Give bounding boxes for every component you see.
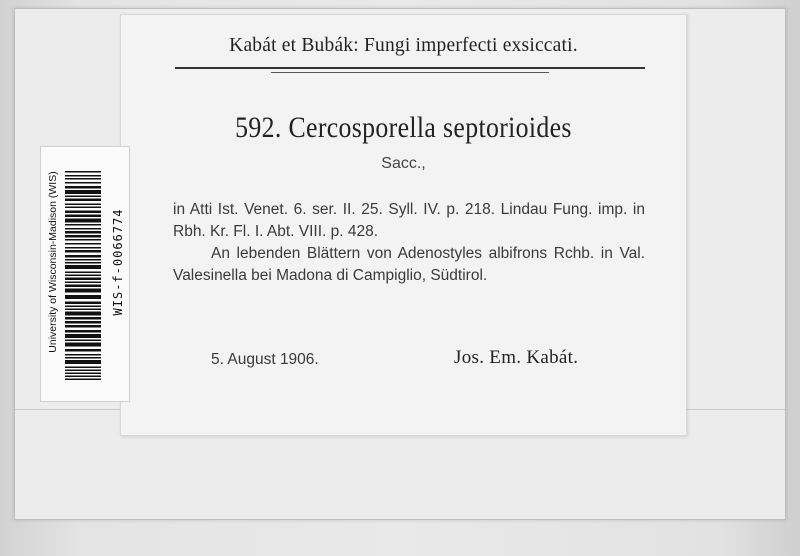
barcode-bar bbox=[65, 325, 101, 328]
barcode-bar bbox=[65, 306, 101, 308]
barcode-bar bbox=[65, 259, 101, 261]
barcode-bar bbox=[65, 379, 101, 381]
barcode-bar bbox=[65, 343, 101, 347]
barcode-bar bbox=[65, 370, 101, 372]
barcode-bar bbox=[65, 360, 101, 364]
barcode-bar bbox=[65, 302, 101, 305]
barcode-bar bbox=[65, 285, 101, 288]
collection-date: 5. August 1906. bbox=[211, 351, 319, 368]
species-title: 592. Cercosporella septorioides bbox=[235, 111, 572, 144]
barcode-bar bbox=[65, 255, 101, 258]
barcode-bar bbox=[65, 231, 101, 234]
barcode-bar bbox=[65, 272, 101, 274]
barcode-bar bbox=[65, 376, 101, 378]
barcode-institution: University of Wisconsin-Madison (WIS) bbox=[47, 171, 59, 353]
label-body bbox=[173, 199, 645, 287]
barcode-bar bbox=[65, 199, 101, 202]
barcode-bar bbox=[65, 367, 101, 369]
barcode-bar bbox=[65, 262, 101, 264]
barcode-bar bbox=[65, 178, 101, 180]
barcode-label bbox=[40, 146, 130, 402]
barcode-bar bbox=[65, 219, 101, 223]
locality-text: An lebenden Blättern von Adenostyles albifrons Rchb. in Val. Valesinella bei Madona di Campiglio, Südtirol. bbox=[173, 245, 645, 284]
barcode-bar bbox=[65, 175, 101, 177]
barcode-number: WIS-f-0066774 bbox=[111, 208, 125, 316]
specimen-label bbox=[120, 14, 687, 436]
barcode-bar bbox=[65, 207, 101, 209]
barcode-bar bbox=[65, 278, 101, 281]
barcode-bar bbox=[65, 204, 101, 206]
barcode-bar bbox=[65, 247, 101, 249]
barcode-bar bbox=[65, 190, 101, 194]
barcode-bar bbox=[65, 349, 101, 352]
barcode-bar bbox=[65, 243, 101, 245]
barcode-bar bbox=[65, 224, 101, 226]
barcode-bar bbox=[65, 171, 101, 173]
barcode-bar bbox=[65, 312, 101, 316]
barcode-bar bbox=[65, 265, 101, 269]
barcode-bar bbox=[65, 321, 101, 324]
barcode-bar bbox=[65, 354, 101, 356]
header-rule-thick bbox=[175, 67, 645, 69]
barcode-bar bbox=[65, 239, 101, 241]
label-header: Kabát et Bubák: Fungi imperfecti exsiccati. bbox=[229, 35, 578, 56]
barcode-bar bbox=[65, 295, 101, 299]
barcode-bar bbox=[65, 211, 101, 214]
barcode-bar bbox=[65, 215, 101, 218]
citation-text: in Atti Ist. Venet. 6. ser. II. 25. Syll. IV. p. 218. Lindau Fung. imp. in Rbh. Kr. Fl. I. Abt. VIII. p. 428. bbox=[173, 201, 645, 240]
barcode-bar bbox=[65, 309, 101, 311]
barcode-bar bbox=[65, 334, 101, 338]
species-author: Sacc., bbox=[381, 155, 426, 172]
barcode-bar bbox=[65, 196, 101, 198]
barcode-bar bbox=[65, 282, 101, 284]
barcode-bar bbox=[65, 330, 101, 333]
barcode-bar bbox=[65, 275, 101, 277]
barcode-bar bbox=[65, 235, 101, 238]
collector-name: Jos. Em. Kabát. bbox=[454, 347, 579, 368]
barcode-bar bbox=[65, 317, 101, 320]
barcode-bar bbox=[65, 373, 101, 375]
barcode-bar bbox=[65, 250, 101, 253]
barcode-bar bbox=[65, 228, 101, 230]
barcode-bar bbox=[65, 289, 101, 293]
header-rule-thin bbox=[271, 72, 549, 73]
barcode-bar bbox=[65, 340, 101, 342]
barcode-bar bbox=[65, 182, 101, 184]
barcode-bar bbox=[65, 357, 101, 359]
barcode-bar bbox=[65, 186, 101, 189]
